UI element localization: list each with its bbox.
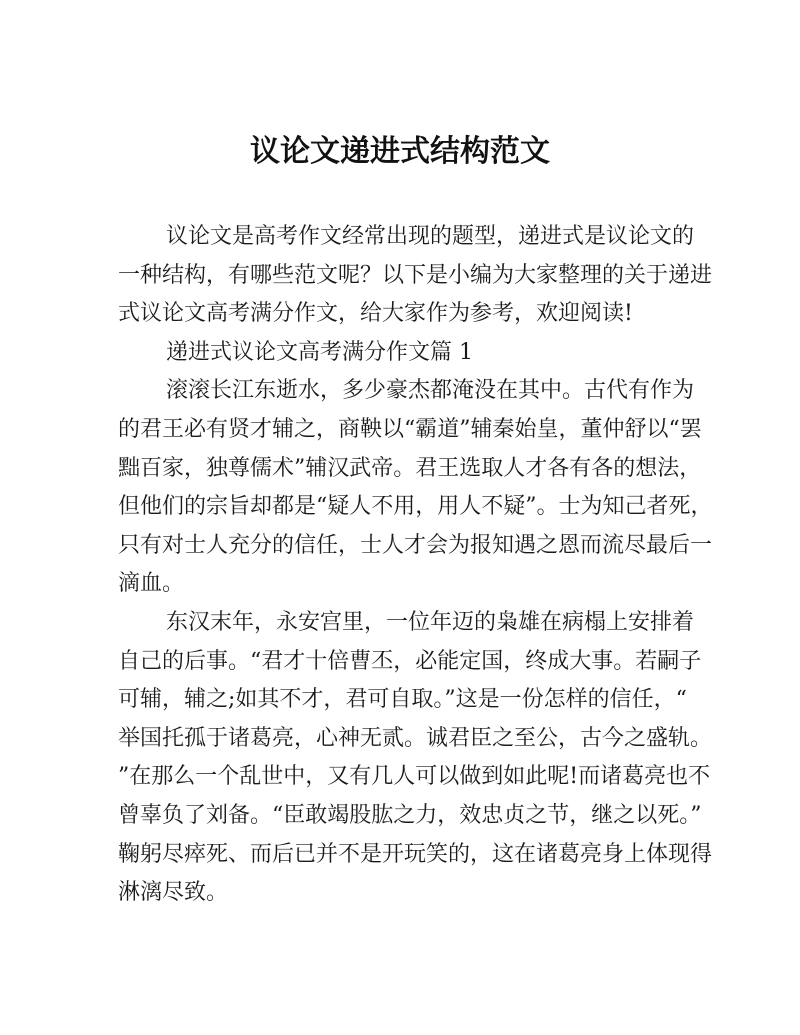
paragraph-line: 自己的后事。“君才十倍曹丕，必能定国，终成大事。若嗣子: [118, 648, 702, 674]
section-heading: 递进式议论文高考满分作文篇 1: [166, 339, 473, 365]
paragraph-line: 东汉末年，永安宫里，一位年迈的枭雄在病榻上安排着: [166, 609, 695, 635]
paragraph-line: 一种结构，有哪些范文呢？以下是小编为大家整理的关于递进: [118, 262, 713, 288]
paragraph-line: 可辅，辅之;如其不才，君可自取。”这是一份怎样的信任，“: [118, 687, 687, 713]
paragraph-line: 但他们的宗旨却都是“疑人不用，用人不疑”。士为知己者死，: [118, 494, 713, 520]
paragraph-line: 式议论文高考满分作文，给大家作为参考，欢迎阅读!: [118, 301, 633, 327]
paragraph-line: 滴血。: [118, 571, 185, 597]
paragraph-line: 曾辜负了刘备。“臣敢竭股肱之力，效忠贞之节，继之以死。”: [118, 802, 702, 828]
paragraph-line: 鞠躬尽瘁死、而后已并不是开玩笑的，这在诸葛亮身上体现得: [118, 841, 713, 867]
document-body: [118, 218, 713, 913]
paragraph-line: 黜百家，独尊儒术”辅汉武帝。君王选取人才各有各的想法，: [118, 455, 702, 481]
paragraph-line: 滚滚长江东逝水，多少豪杰都淹没在其中。古代有作为: [166, 378, 695, 404]
paragraph-line: 淋漓尽致。: [118, 880, 229, 906]
paragraph-line: 的君王必有贤才辅之，商鞅以“霸道”辅秦始皇，董仲舒以“罢: [118, 416, 702, 442]
paragraph-line: 议论文是高考作文经常出现的题型，递进式是议论文的: [166, 224, 695, 249]
paragraph-line: ”在那么一个乱世中，又有几人可以做到如此呢!而诸葛亮也不: [118, 764, 711, 790]
paragraph-line: 举国托孤于诸葛亮，心神无贰。诚君臣之至公，古今之盛轨。: [118, 725, 713, 751]
document-title: 议论文递进式结构范文: [250, 134, 550, 169]
paragraph-line: 只有对士人充分的信任，士人才会为报知遇之恩而流尽最后一: [118, 532, 713, 558]
